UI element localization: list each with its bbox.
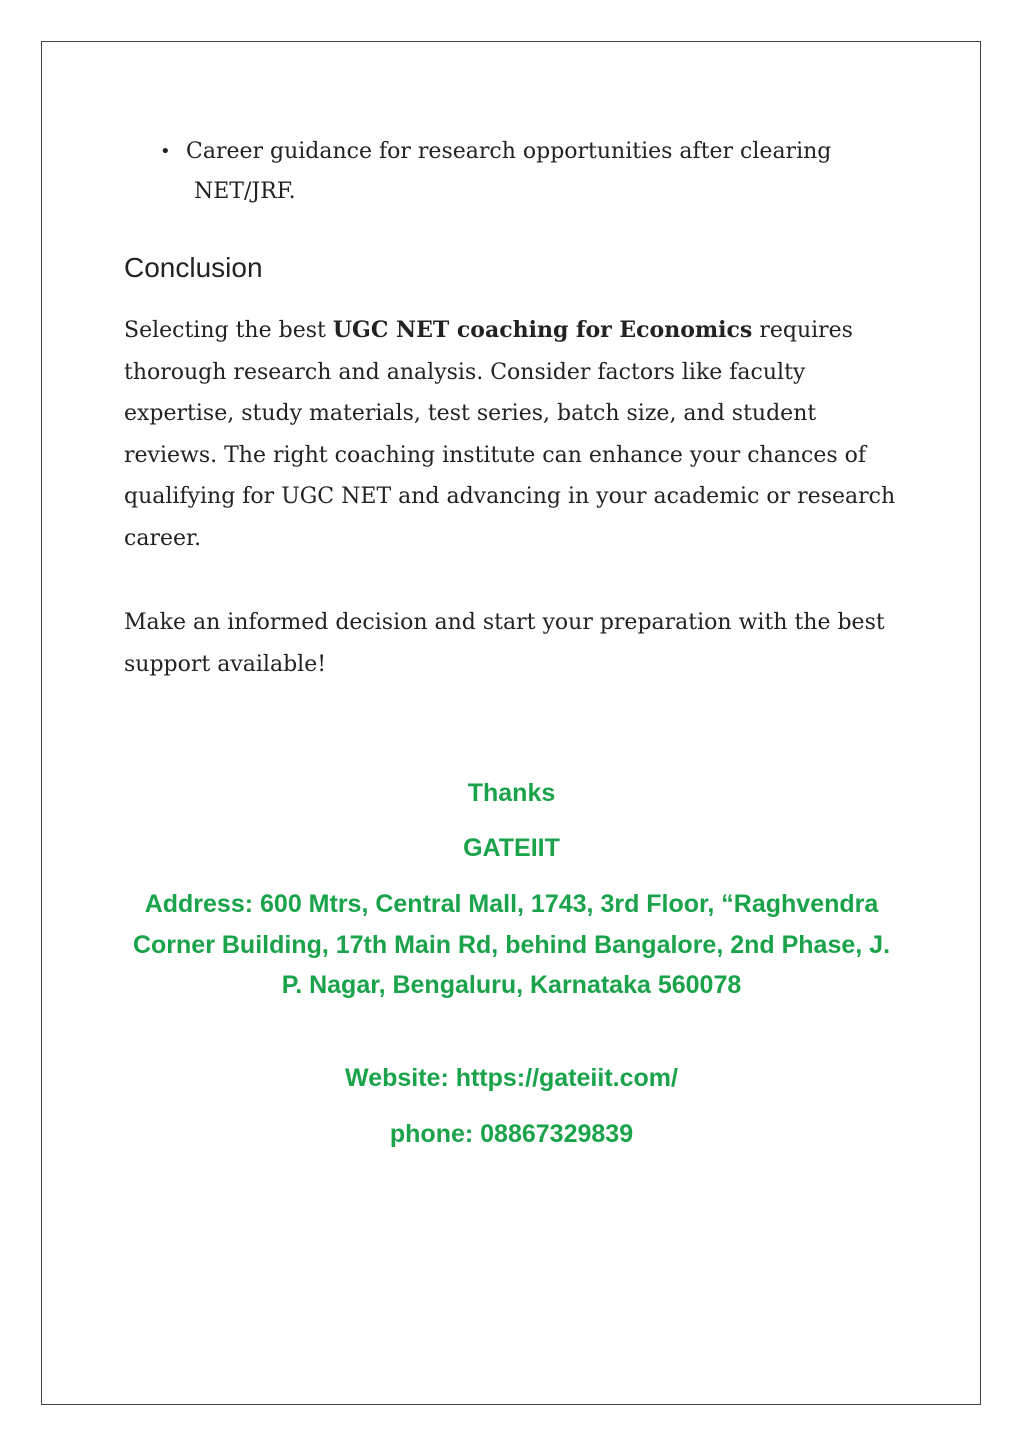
address-text: Address: 600 Mtrs, Central Mall, 1743, 3rd Floor, “Raghvendra Corner Building, 17th Main Rd, behind Bangalore, 2nd Phase, J. P. Nagar, Bengaluru, Karnataka 560078 <box>132 890 891 999</box>
para-text-start: Selecting the best <box>124 318 333 343</box>
bullet-line-1: Career guidance for research opportunities after clearing <box>186 139 832 164</box>
para-bold-keyword: UGC NET coaching for Economics <box>332 317 753 343</box>
bullet-list <box>160 132 880 212</box>
bullet-text <box>186 132 880 212</box>
website-text: Website: https://gateiit.com/ <box>345 1064 678 1092</box>
bullet-line-2: NET/JRF. <box>194 179 296 204</box>
list-item <box>160 132 880 212</box>
thanks-text: Thanks <box>467 779 556 807</box>
bullet-dot-icon: • <box>160 141 171 162</box>
page-border <box>41 41 981 1405</box>
conclusion-heading: Conclusion <box>124 252 263 283</box>
closing-paragraph: Make an informed decision and start your preparation with the best support available! <box>124 610 885 677</box>
phone-text: phone: 08867329839 <box>389 1120 634 1148</box>
para-text-end: requires thorough research and analysis. Consider factors like faculty expertise, study materials, test series, batch size, and student reviews. The right coaching institute can enhance your chances of qualifying for UGC NET and advancing in your academic or research career. <box>124 318 896 551</box>
conclusion-paragraph <box>124 310 914 559</box>
company-name: GATEIIT <box>463 834 560 862</box>
